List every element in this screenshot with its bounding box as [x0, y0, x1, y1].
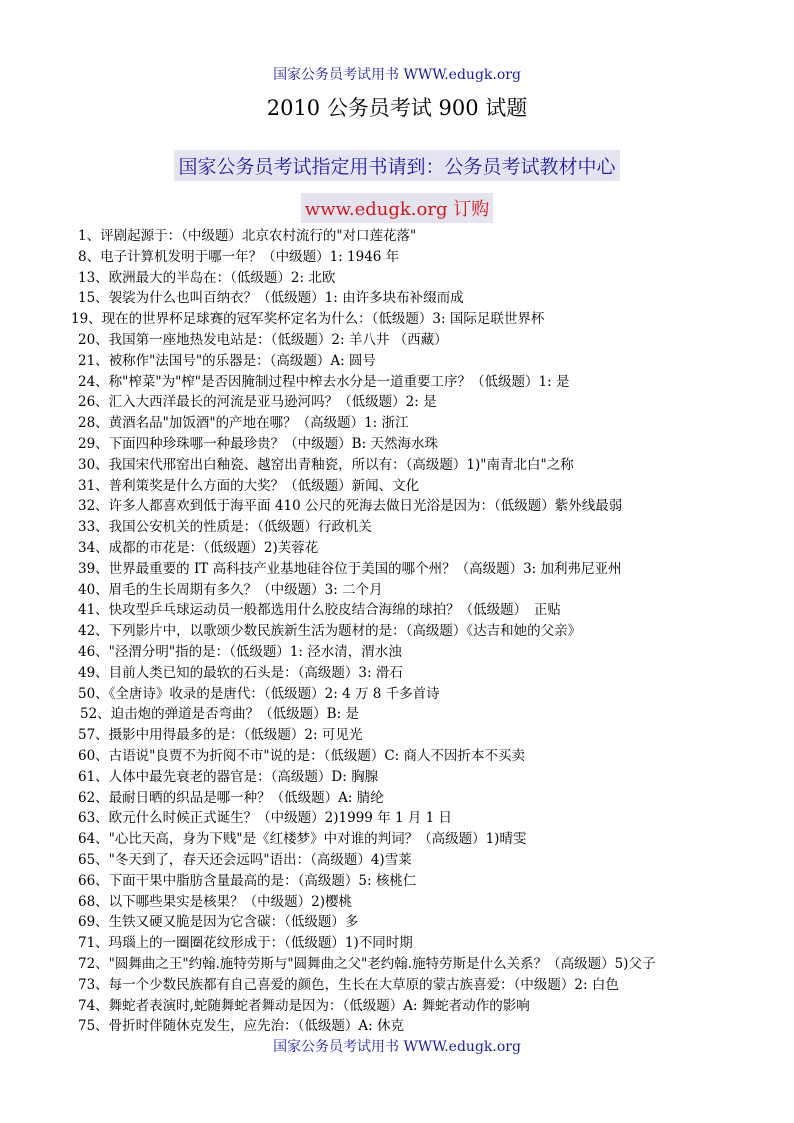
- question-item: 21、被称作"法国号"的乐器是：（高级题）A: 圆号: [78, 352, 376, 369]
- question-item: 64、"心比天高，身为下贱"是《红楼梦》中对谁的判词？（高级题）1)晴雯: [78, 831, 527, 848]
- question-item: 34、成都的市花是：（低级题）2)芙蓉花: [78, 540, 319, 556]
- question-item: 62、最耐日晒的织品是哪一种？（低级题）A: 腈纶: [78, 789, 384, 806]
- question-item: 32、许多人都喜欢到低于海平面 410 公尺的死海去做日光浴是因为：（低级题）紫外线最弱: [78, 498, 623, 515]
- question-item: 46、"泾渭分明"指的是：（低级题）1: 泾水清，渭水浊: [78, 644, 402, 660]
- question-item: 29、下面四种珍珠哪一种最珍贵？（中级题）B: 天然海水珠: [78, 436, 438, 452]
- question-item: 15、袈裟为什么也叫百纳衣？（低级题）1: 由许多块布补缀而成: [78, 290, 464, 307]
- question-item: 52、迫击炮的弹道是否弯曲？（低级题）B: 是: [80, 706, 359, 723]
- question-item: 39、世界最重要的 IT 高科技产业基地硅谷位于美国的哪个州？（高级题）3: 加利弗尼亚州: [78, 560, 622, 577]
- promo-banner-text: 国家公务员考试指定用书请到：公务员考试教材中心: [174, 150, 619, 181]
- question-item: 20、我国第一座地热发电站是：（低级题）2: 羊八井 （西藏）: [78, 332, 448, 348]
- question-item: 50、《全唐诗》收录的是唐代：（低级题）2: 4 万 8 千多首诗: [78, 685, 440, 702]
- question-item: 73、每一个少数民族都有自己喜爱的颜色，生长在大草原的蒙古族喜爱：（中级题）2: 白色: [78, 976, 619, 993]
- question-item: 65、"冬天到了，春天还会远吗"语出：（高级题）4)雪莱: [78, 852, 412, 868]
- promo-banner: [0, 150, 794, 181]
- page-footer: 国家公务员考试用书 WWW.edugk.org: [273, 1039, 521, 1055]
- question-item: 49、目前人类已知的最软的石头是：（高级题）3: 滑石: [78, 664, 403, 681]
- question-item: 69、生铁又硬又脆是因为它含碳：（低级题）多: [78, 914, 359, 931]
- question-item: 30、我国宋代邢窑出白釉瓷、越窑出青釉瓷，所以有：（高级题）1)"南青北白"之称: [78, 456, 574, 473]
- page-title: 2010 公务员考试 900 试题: [266, 96, 528, 120]
- question-item: 68、以下哪些果实是核果？（中级题）2)樱桃: [78, 893, 353, 910]
- question-item: 57、摄影中用得最多的是：（低级题）2: 可见光: [78, 727, 363, 744]
- question-item: 72、"圆舞曲之王"约翰.施特劳斯与"圆舞曲之父"老约翰.施特劳斯是什么关系？（高级题）5)父子: [78, 956, 656, 972]
- question-item: 28、黄酒名品"加饭酒"的产地在哪？（高级题）1: 浙江: [78, 415, 409, 432]
- order-link-text: www.edugk.org 订购: [301, 193, 493, 223]
- question-item: 33、我国公安机关的性质是：（低级题）行政机关: [78, 519, 372, 536]
- question-item: 61、人体中最先衰老的器官是：（高级题）D: 胸腺: [78, 768, 379, 785]
- question-item: 8、电子计算机发明于哪一年？（中级题）1: 1946 年: [78, 248, 400, 265]
- question-item: 40、眉毛的生长周期有多久？（中级题）3: 二个月: [78, 581, 383, 598]
- question-item: 74、舞蛇者表演时,蛇随舞蛇者舞动是因为：（低级题）A: 舞蛇者动作的影响: [78, 997, 530, 1014]
- page-header: 国家公务员考试用书 WWW.edugk.org: [273, 67, 521, 83]
- question-item: 66、下面干果中脂肪含量最高的是：（高级题）5: 核桃仁: [78, 872, 417, 889]
- question-item: 71、玛瑙上的一圈圈花纹形成于：（低级题）1)不同时期: [78, 935, 413, 952]
- question-item: 42、下列影片中，以歌颂少数民族新生活为题材的是：（高级题）《达吉和她的父亲》: [78, 623, 582, 640]
- question-item: 31、普利策奖是什么方面的大奖？（低级题）新闻、文化: [78, 477, 420, 494]
- question-item: 1、评剧起源于：（中级题）北京农村流行的"对口莲花落": [78, 228, 417, 244]
- question-item: 75、骨折时伴随休克发生，应先治：（低级题）A: 休克: [78, 1018, 405, 1035]
- question-item: 41、快攻型乒乓球运动员一般都选用什么胶皮结合海绵的球拍？（低级题） 正贴: [78, 602, 561, 619]
- order-link-banner: [0, 193, 794, 223]
- question-item: 19、现在的世界杯足球赛的冠军奖杯定名为什么：（低级题）3: 国际足联世界杯: [71, 311, 545, 328]
- question-item: 26、汇入大西洋最长的河流是亚马逊河吗？（低级题）2: 是: [78, 394, 437, 411]
- question-item: 24、称"榨菜"为"榨"是否因腌制过程中榨去水分是一道重要工序？（低级题）1: 是: [78, 373, 570, 390]
- question-item: 13、欧洲最大的半岛在：（低级题）2: 北欧: [78, 269, 336, 286]
- question-item: 60、古语说"良贾不为折阅不市"说的是：（低级题）C: 商人不因折本不买卖: [78, 748, 526, 764]
- question-item: 63、欧元什么时候正式诞生？（中级题）2)1999 年 1 月 1 日: [78, 810, 453, 827]
